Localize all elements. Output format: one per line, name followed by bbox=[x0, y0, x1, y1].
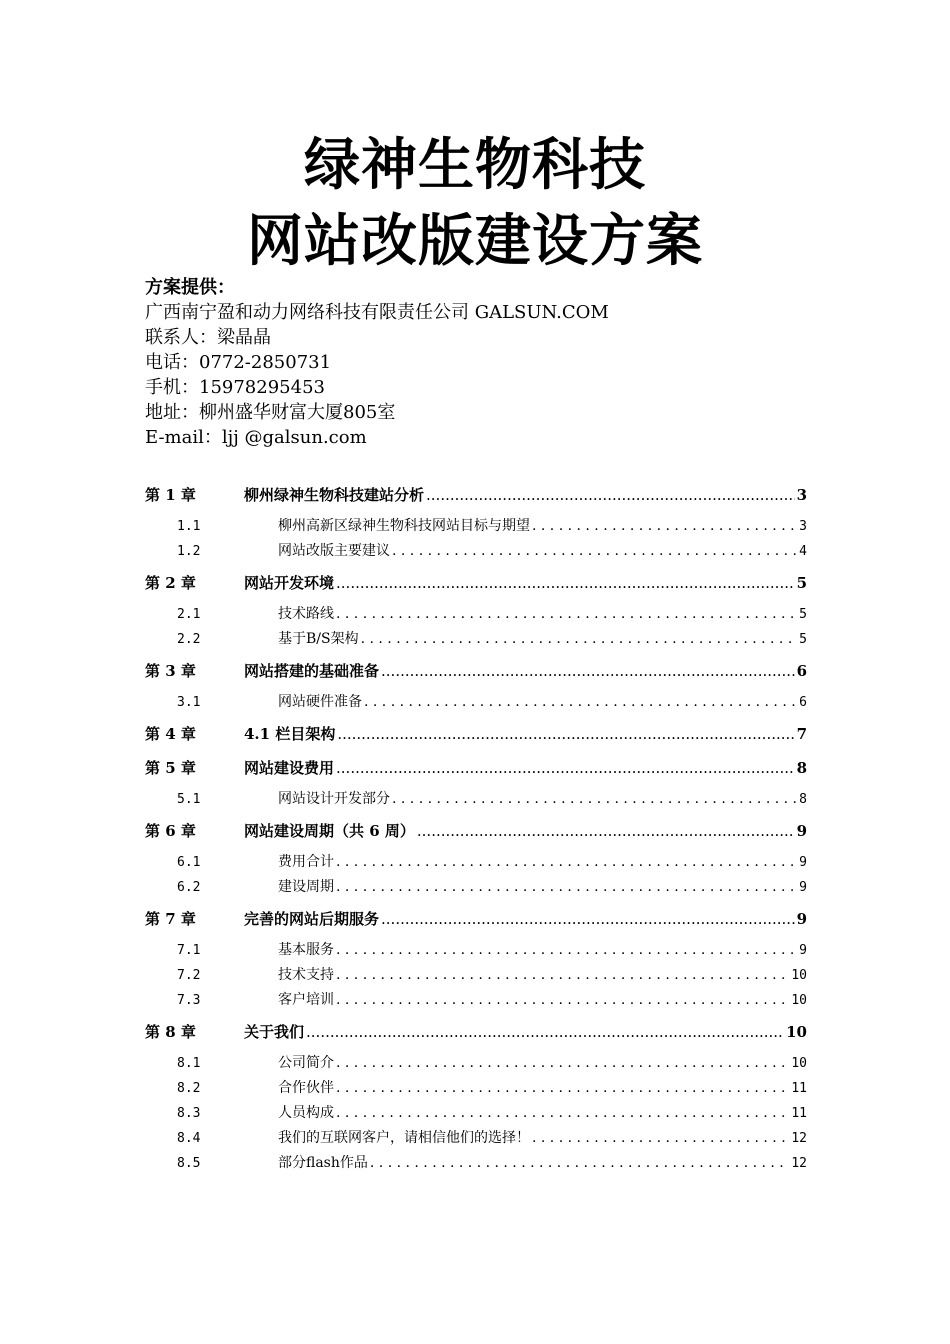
toc-dot-leader bbox=[336, 753, 795, 783]
toc-section-entry[interactable] bbox=[145, 539, 807, 564]
contact-person: 联系人：梁晶晶 bbox=[145, 327, 271, 348]
toc-section-title: 合作伙伴 bbox=[278, 1080, 334, 1096]
provider-label: 方案提供： bbox=[145, 277, 235, 298]
toc-dot-leader bbox=[370, 1151, 789, 1176]
toc-section-entry[interactable] bbox=[145, 938, 807, 963]
toc-section-number: 6.2 bbox=[177, 880, 201, 895]
toc-page-number: 5 bbox=[799, 607, 807, 622]
toc-section-entry[interactable] bbox=[145, 1076, 807, 1101]
toc-section-entry[interactable] bbox=[145, 1126, 807, 1151]
toc-chapter-number: 第 6 章 bbox=[145, 822, 196, 840]
toc-chapter-entry[interactable] bbox=[145, 904, 807, 934]
toc-page-number: 6 bbox=[799, 695, 807, 710]
toc-chapter-entry[interactable] bbox=[145, 719, 807, 749]
toc-chapter-entry[interactable] bbox=[145, 753, 807, 783]
toc-chapter-number: 第 5 章 bbox=[145, 759, 196, 777]
toc-dot-leader bbox=[426, 480, 795, 510]
toc-page-number: 5 bbox=[796, 574, 807, 592]
toc-page-number: 3 bbox=[799, 519, 807, 534]
toc-dot-leader bbox=[336, 568, 795, 598]
toc-page-number: 10 bbox=[791, 993, 807, 1008]
toc-dot-leader bbox=[381, 904, 795, 934]
toc-chapter-title: 网站建设周期（共 6 周） bbox=[244, 822, 415, 840]
toc-page-number: 4 bbox=[799, 544, 807, 559]
toc-section-entry[interactable] bbox=[145, 850, 807, 875]
toc-section-number: 7.3 bbox=[177, 993, 201, 1008]
address: 地址：柳州盛华财富大厦805室 bbox=[145, 402, 396, 423]
toc-dot-leader bbox=[381, 656, 795, 686]
table-of-contents bbox=[145, 480, 807, 1176]
toc-section-number: 2.2 bbox=[177, 632, 201, 647]
toc-chapter-title: 关于我们 bbox=[244, 1023, 305, 1041]
toc-chapter-number: 第 8 章 bbox=[145, 1023, 196, 1041]
toc-chapter-title: 4.1 栏目架构 bbox=[244, 725, 336, 743]
toc-chapter-number: 第 1 章 bbox=[145, 486, 196, 504]
toc-page-number: 12 bbox=[791, 1156, 807, 1171]
toc-section-entry[interactable] bbox=[145, 988, 807, 1013]
toc-section-title: 基本服务 bbox=[278, 942, 334, 958]
toc-chapter-entry[interactable] bbox=[145, 568, 807, 598]
toc-page-number: 9 bbox=[796, 910, 807, 928]
toc-section-number: 3.1 bbox=[177, 695, 201, 710]
toc-page-number: 8 bbox=[796, 759, 807, 777]
toc-page-number: 11 bbox=[791, 1081, 807, 1096]
toc-chapter-entry[interactable] bbox=[145, 480, 807, 510]
toc-dot-leader bbox=[336, 875, 797, 900]
toc-chapter-number: 第 3 章 bbox=[145, 662, 196, 680]
document-title-line1: 绿神生物科技 bbox=[304, 133, 646, 198]
toc-chapter-entry[interactable] bbox=[145, 1017, 807, 1047]
toc-section-title: 人员构成 bbox=[278, 1105, 334, 1121]
toc-chapter-title: 完善的网站后期服务 bbox=[244, 910, 380, 928]
provider-info bbox=[145, 276, 825, 450]
toc-section-title: 基于B/S架构 bbox=[278, 631, 359, 647]
toc-page-number: 11 bbox=[791, 1106, 807, 1121]
toc-section-number: 7.2 bbox=[177, 968, 201, 983]
toc-dot-leader bbox=[392, 539, 797, 564]
toc-section-entry[interactable] bbox=[145, 963, 807, 988]
toc-section-title: 建设周期 bbox=[278, 879, 334, 895]
toc-dot-leader bbox=[336, 850, 797, 875]
toc-section-entry[interactable] bbox=[145, 627, 807, 652]
toc-page-number: 3 bbox=[796, 486, 807, 504]
toc-chapter-title: 网站搭建的基础准备 bbox=[244, 662, 380, 680]
toc-section-title: 部分flash作品 bbox=[278, 1155, 368, 1171]
toc-page-number: 6 bbox=[796, 662, 807, 680]
company-name: 广西南宁盈和动力网络科技有限责任公司 GALSUN.COM bbox=[145, 302, 609, 323]
toc-dot-leader bbox=[337, 719, 794, 749]
toc-section-number: 7.1 bbox=[177, 943, 201, 958]
toc-dot-leader bbox=[336, 963, 789, 988]
toc-chapter-entry[interactable] bbox=[145, 816, 807, 846]
toc-page-number: 9 bbox=[796, 822, 807, 840]
toc-page-number: 7 bbox=[796, 725, 807, 743]
toc-chapter-title: 网站开发环境 bbox=[244, 574, 335, 592]
toc-section-entry[interactable] bbox=[145, 787, 807, 812]
toc-section-title: 网站硬件准备 bbox=[278, 694, 362, 710]
toc-dot-leader bbox=[417, 816, 795, 846]
toc-section-entry[interactable] bbox=[145, 1101, 807, 1126]
toc-page-number: 9 bbox=[799, 880, 807, 895]
toc-section-number: 8.4 bbox=[177, 1131, 201, 1146]
toc-page-number: 10 bbox=[791, 968, 807, 983]
toc-section-number: 8.3 bbox=[177, 1106, 201, 1121]
toc-page-number: 9 bbox=[799, 855, 807, 870]
toc-page-number: 12 bbox=[791, 1131, 807, 1146]
toc-section-title: 我们的互联网客户，请相信他们的选择！ bbox=[278, 1130, 530, 1146]
toc-section-title: 网站设计开发部分 bbox=[278, 791, 390, 807]
toc-section-entry[interactable] bbox=[145, 690, 807, 715]
toc-dot-leader bbox=[306, 1017, 784, 1047]
toc-page-number: 5 bbox=[799, 632, 807, 647]
toc-section-title: 网站改版主要建议 bbox=[278, 543, 390, 559]
toc-dot-leader bbox=[336, 988, 789, 1013]
toc-chapter-title: 网站建设费用 bbox=[244, 759, 335, 777]
toc-dot-leader bbox=[336, 1101, 789, 1126]
mobile-number: 手机：15978295453 bbox=[145, 377, 325, 398]
toc-page-number: 8 bbox=[799, 792, 807, 807]
toc-section-title: 技术路线 bbox=[278, 606, 334, 622]
toc-section-title: 柳州高新区绿神生物科技网站目标与期望 bbox=[278, 518, 530, 534]
toc-page-number: 9 bbox=[799, 943, 807, 958]
toc-dot-leader bbox=[336, 938, 797, 963]
toc-dot-leader bbox=[361, 627, 798, 652]
toc-section-entry[interactable] bbox=[145, 514, 807, 539]
toc-section-title: 技术支持 bbox=[278, 967, 334, 983]
toc-section-entry[interactable] bbox=[145, 1051, 807, 1076]
toc-chapter-number: 第 7 章 bbox=[145, 910, 196, 928]
toc-section-number: 6.1 bbox=[177, 855, 201, 870]
toc-section-number: 5.1 bbox=[177, 792, 201, 807]
toc-section-number: 1.1 bbox=[177, 519, 201, 534]
toc-dot-leader bbox=[392, 787, 797, 812]
toc-dot-leader bbox=[532, 1126, 789, 1151]
toc-dot-leader bbox=[532, 514, 797, 539]
toc-chapter-title: 柳州绿神生物科技建站分析 bbox=[244, 486, 425, 504]
toc-section-number: 8.1 bbox=[177, 1056, 201, 1071]
toc-chapter-number: 第 4 章 bbox=[145, 725, 196, 743]
toc-section-number: 1.2 bbox=[177, 544, 201, 559]
toc-chapter-number: 第 2 章 bbox=[145, 574, 196, 592]
phone-number: 电话：0772-2850731 bbox=[145, 352, 332, 373]
toc-section-entry[interactable] bbox=[145, 602, 807, 627]
toc-section-number: 8.5 bbox=[177, 1156, 201, 1171]
toc-dot-leader bbox=[364, 690, 797, 715]
toc-section-title: 客户培训 bbox=[278, 992, 334, 1008]
toc-dot-leader bbox=[336, 1076, 789, 1101]
toc-page-number: 10 bbox=[786, 1023, 807, 1041]
toc-section-number: 2.1 bbox=[177, 607, 201, 622]
toc-section-entry[interactable] bbox=[145, 875, 807, 900]
toc-chapter-entry[interactable] bbox=[145, 656, 807, 686]
toc-dot-leader bbox=[336, 602, 797, 627]
email-address: E-mail：ljj @galsun.com bbox=[145, 427, 367, 448]
toc-section-title: 费用合计 bbox=[278, 854, 334, 870]
toc-dot-leader bbox=[336, 1051, 789, 1076]
toc-page-number: 10 bbox=[791, 1056, 807, 1071]
document-title-line2: 网站改版建设方案 bbox=[247, 209, 703, 274]
toc-section-number: 8.2 bbox=[177, 1081, 201, 1096]
toc-section-entry[interactable] bbox=[145, 1151, 807, 1176]
toc-section-title: 公司简介 bbox=[278, 1055, 334, 1071]
